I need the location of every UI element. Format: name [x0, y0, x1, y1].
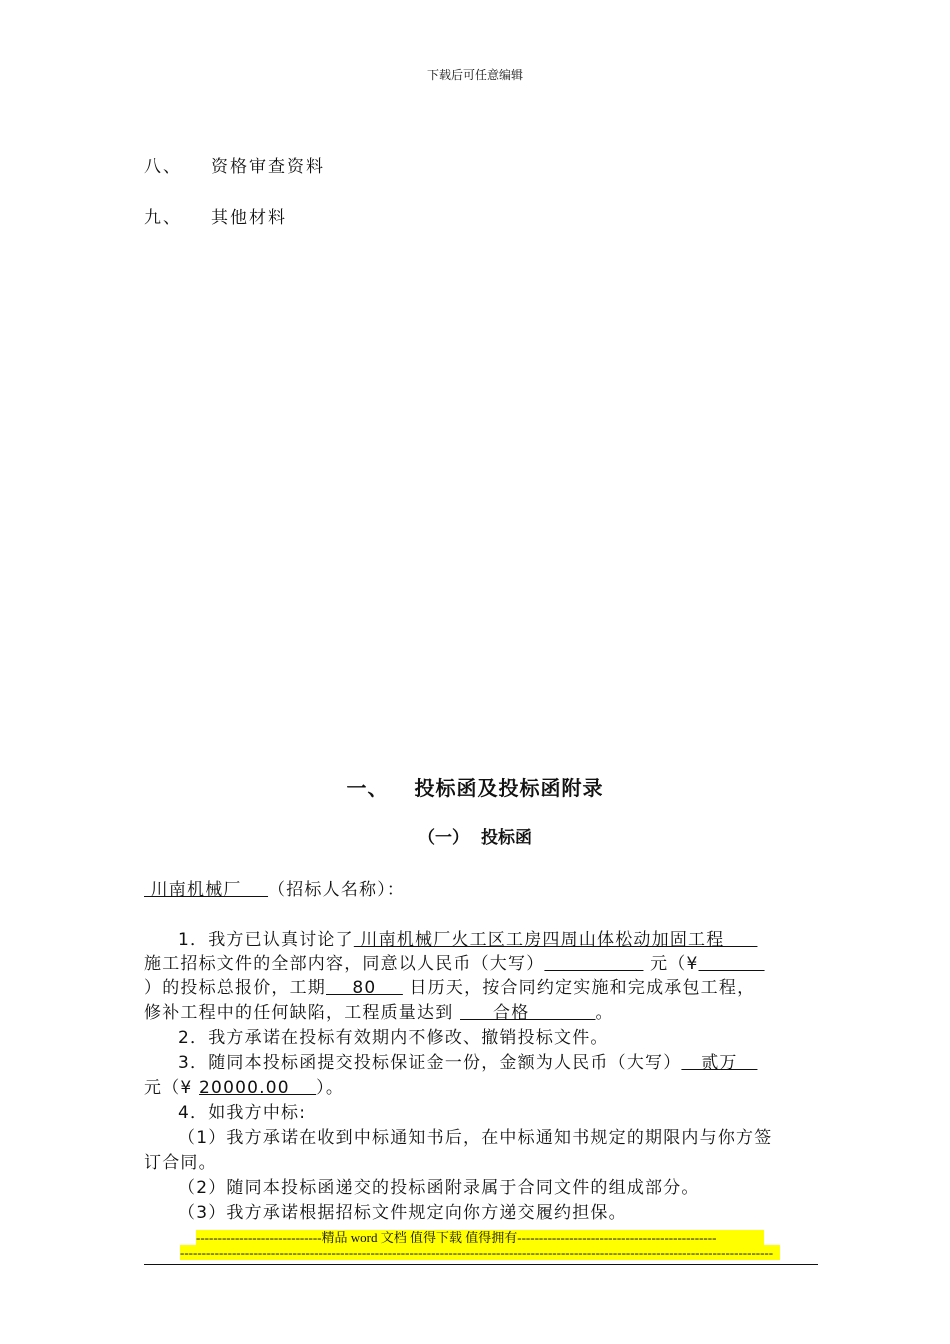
paragraph-1-line-1	[178, 925, 757, 950]
paragraph-text: 元（¥	[144, 1078, 200, 1098]
footer-rule	[144, 1264, 818, 1265]
paragraph-text: 1．我方已认真讨论了	[178, 930, 354, 950]
paragraph-4-1-line-1: （1）我方承诺在收到中标通知书后，在中标通知书规定的期限内与你方签	[178, 1128, 773, 1148]
page-header: 下载后可任意编辑	[426, 68, 523, 82]
footer-banner-line-2: -----------------------------------------------------------------------------------------------------------------------------------------	[180, 1245, 780, 1260]
paragraph-text: ）的投标总报价，工期	[144, 978, 326, 998]
toc-item-9-number: 九、	[144, 208, 182, 228]
project-name: 川南机械厂火工区工房四周山体松动加固工程	[353, 930, 758, 950]
toc-item-8-number: 八、	[144, 157, 182, 177]
paragraph-4: 4．如我方中标:	[178, 1103, 307, 1123]
subsection-title: 投标函	[481, 828, 532, 848]
paragraph-4-2: （2）随同本投标函递交的投标函附录属于合同文件的组成部分。	[178, 1178, 700, 1198]
paragraph-1-line-4	[144, 998, 614, 1023]
recipient-suffix: （招标人名称）：	[268, 880, 406, 900]
deposit-amount-number: 20000.00	[199, 1078, 317, 1098]
paragraph-text: 施工招标文件的全部内容，同意以人民币（大写）	[144, 954, 545, 974]
paragraph-1-line-3	[144, 973, 755, 998]
paragraph-4-1-line-2: 订合同。	[144, 1153, 217, 1173]
subsection-heading	[0, 823, 950, 848]
paragraph-text: 元（¥	[643, 954, 699, 974]
recipient-line	[144, 875, 405, 900]
paragraph-text: 。	[595, 1003, 614, 1023]
quality-standard: 合格	[460, 1003, 596, 1023]
section-heading	[0, 772, 950, 801]
deposit-amount-words: 贰万	[681, 1053, 758, 1073]
section-title: 投标函及投标函附录	[414, 776, 604, 800]
duration-days: 80	[326, 978, 403, 998]
toc-item-9-text: 其他材料	[211, 208, 287, 228]
recipient-name: 川南机械厂	[144, 880, 269, 900]
price-words-blank	[544, 954, 643, 974]
paragraph-2: 2．我方承诺在投标有效期内不修改、撤销投标文件。	[178, 1028, 609, 1048]
paragraph-text: 修补工程中的任何缺陷，工程质量达到	[144, 1003, 461, 1023]
price-number-blank	[699, 954, 765, 974]
paragraph-3-line-2	[144, 1073, 344, 1098]
paragraph-text: 3．随同本投标函提交投标保证金一份，金额为人民币（大写）	[178, 1053, 682, 1073]
paragraph-1-line-2	[144, 949, 765, 974]
toc-item-8-text: 资格审查资料	[211, 157, 325, 177]
paragraph-3-line-1	[178, 1048, 757, 1073]
paragraph-text: ）。	[316, 1078, 345, 1098]
footer-banner-line-1: -----------------------------精品 word 文档 值得下载 值得拥有----------------------------------------------	[196, 1230, 764, 1245]
paragraph-text: 日历天，按合同约定实施和完成承包工程，	[402, 978, 756, 998]
subsection-number: （一）	[418, 828, 469, 848]
paragraph-4-3: （3）我方承诺根据招标文件规定向你方递交履约担保。	[178, 1203, 627, 1223]
section-number: 一、	[346, 776, 389, 800]
